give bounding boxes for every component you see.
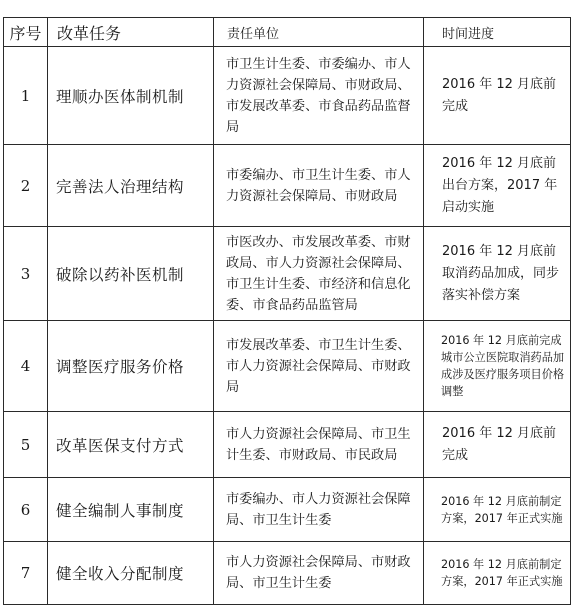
- header-time: 时间进度: [424, 18, 571, 47]
- row-no: 5: [4, 412, 48, 478]
- table-row: [4, 321, 571, 412]
- table-row: [4, 542, 571, 605]
- row-no: 2: [4, 145, 48, 227]
- table-row: [4, 227, 571, 321]
- row-time: 2016 年 12 月底前取消药品加成，同步落实补偿方案: [424, 227, 571, 321]
- row-task: 调整医疗服务价格: [48, 321, 214, 412]
- row-units: 市人力资源社会保障局、市财政局、市卫生计生委: [214, 542, 424, 605]
- row-units: 市委编办、市卫生计生委、市人力资源社会保障局、市财政局: [214, 145, 424, 227]
- row-task: 完善法人治理结构: [48, 145, 214, 227]
- row-time: 2016 年 12 月底前完成城市公立医院取消药品加成涉及医疗服务项目价格调整: [424, 321, 571, 412]
- header-units: 责任单位: [214, 18, 424, 47]
- table-row: [4, 478, 571, 542]
- table-header-row: [4, 18, 571, 47]
- table-row: [4, 47, 571, 145]
- row-time: 2016 年 12 月底前完成: [424, 412, 571, 478]
- row-units: 市人力资源社会保障局、市卫生计生委、市财政局、市民政局: [214, 412, 424, 478]
- row-units: 市委编办、市人力资源社会保障局、市卫生计生委: [214, 478, 424, 542]
- row-units: 市发展改革委、市卫生计生委、市人力资源社会保障局、市财政局: [214, 321, 424, 412]
- row-no: 6: [4, 478, 48, 542]
- row-no: 3: [4, 227, 48, 321]
- table-row: [4, 145, 571, 227]
- row-time: 2016 年 12 月底前出台方案，2017 年启动实施: [424, 145, 571, 227]
- reform-task-table: [3, 17, 571, 605]
- row-time: 2016 年 12 月底前制定方案，2017 年正式实施: [424, 542, 571, 605]
- row-task: 健全收入分配制度: [48, 542, 214, 605]
- header-task: 改革任务: [48, 18, 214, 47]
- row-task: 理顺办医体制机制: [48, 47, 214, 145]
- row-time: 2016 年 12 月底前完成: [424, 47, 571, 145]
- row-units: 市医改办、市发展改革委、市财政局、市人力资源社会保障局、市卫生计生委、市经济和信息化委、市食品药品监管局: [214, 227, 424, 321]
- row-time: 2016 年 12 月底前制定方案，2017 年正式实施: [424, 478, 571, 542]
- row-no: 7: [4, 542, 48, 605]
- row-task: 破除以药补医机制: [48, 227, 214, 321]
- row-task: 健全编制人事制度: [48, 478, 214, 542]
- row-task: 改革医保支付方式: [48, 412, 214, 478]
- table-row: [4, 412, 571, 478]
- row-units: 市卫生计生委、市委编办、市人力资源社会保障局、市财政局、市发展改革委、市食品药品监督局: [214, 47, 424, 145]
- row-no: 4: [4, 321, 48, 412]
- row-no: 1: [4, 47, 48, 145]
- header-no: 序号: [4, 18, 48, 47]
